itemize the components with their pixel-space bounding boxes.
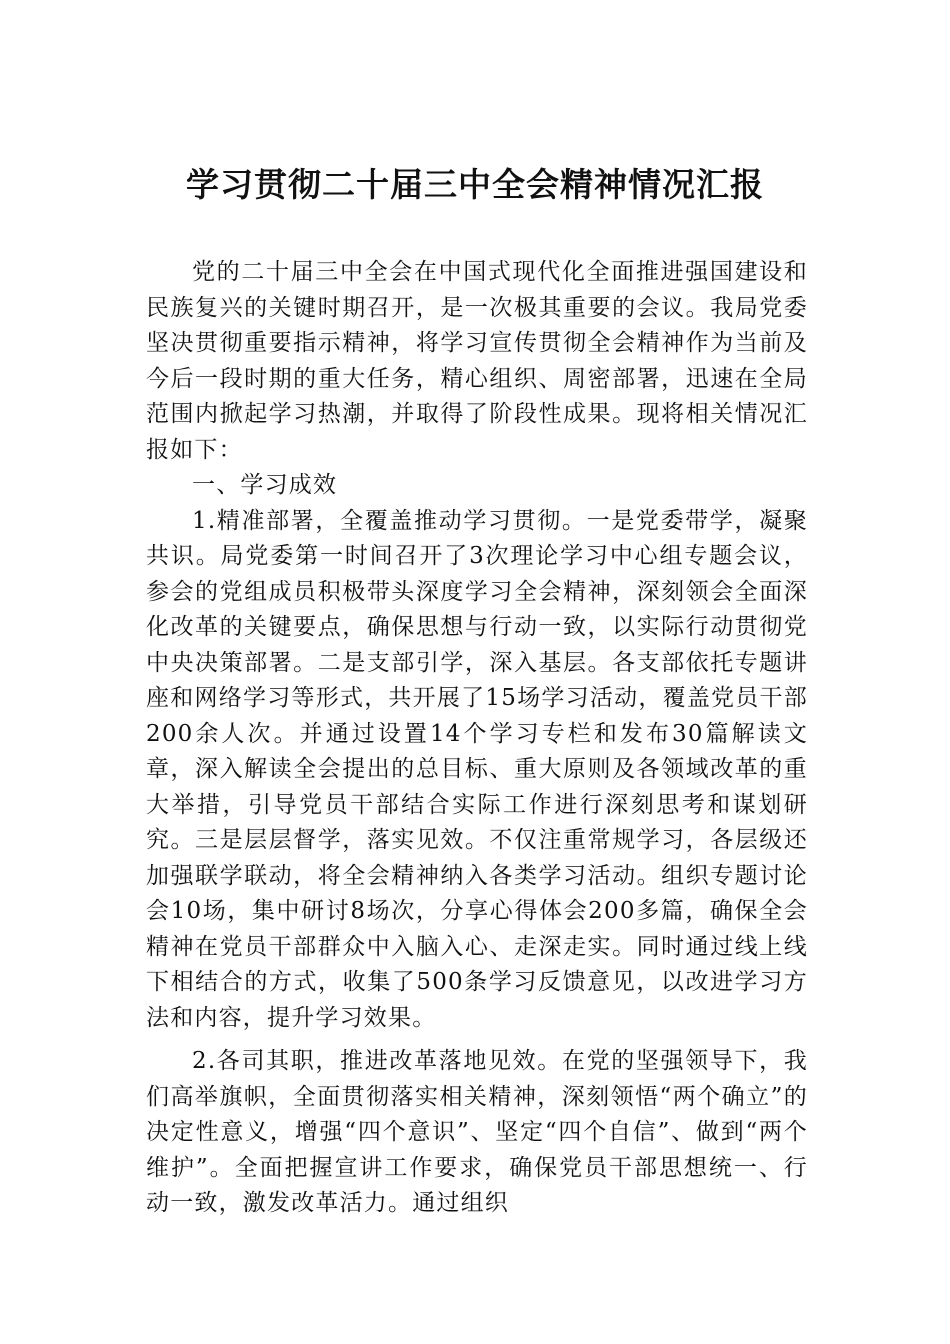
paragraph-2: 2.各司其职，推进改革落地见效。在党的坚强领导下，我们高举旗帜，全面贯彻落实相关精神，深刻领悟“两个确立”的决定性意义，增强“四个意识”、坚定“四个自信”、做到“两个维护”。全面把握宣讲工作要求，确保党员干部思想统一、行动一致，激发改革活力。通过组织 [146,1048,808,1216]
section-heading-1: 一、学习成效 [192,472,338,498]
document-title: 学习贯彻二十届三中全会精神情况汇报 [186,165,764,204]
document-body [146,255,808,1222]
intro-paragraph: 党的二十届三中全会在中国式现代化全面推进强国建设和民族复兴的关键时期召开，是一次极其重要的会议。我局党委坚决贯彻重要指示精神，将学习宣传贯彻全会精神作为当前及今后一段时期的重大任务，精心组织、周密部署，迅速在全局范围内掀起学习热潮，并取得了阶段性成果。现将相关情况汇报如下： [146,259,808,463]
paragraph-1: 1.精准部署，全覆盖推动学习贯彻。一是党委带学，凝聚共识。局党委第一时间召开了3次理论学习中心组专题会议，参会的党组成员积极带头深度学习全会精神，深刻领会全面深化改革的关键要点，确保思想与行动一致，以实际行动贯彻党中央决策部署。二是支部引学，深入基层。各支部依托专题讲座和网络学习等形式，共开展了15场学习活动，覆盖党员干部200余人次。并通过设置14个学习专栏和发布30篇解读文章，深入解读全会提出的总目标、重大原则及各领域改革的重大举措，引导党员干部结合实际工作进行深刻思考和谋划研究。三是层层督学，落实见效。不仅注重常规学习，各层级还加强联学联动，将全会精神纳入各类学习活动。组织专题讨论会10场，集中研讨8场次，分享心得体会200多篇，确保全会精神在党员干部群众中入脑入心、走深走实。同时通过线上线下相结合的方式，收集了500条学习反馈意见，以改进学习方法和内容，提升学习效果。 [146,507,808,1031]
